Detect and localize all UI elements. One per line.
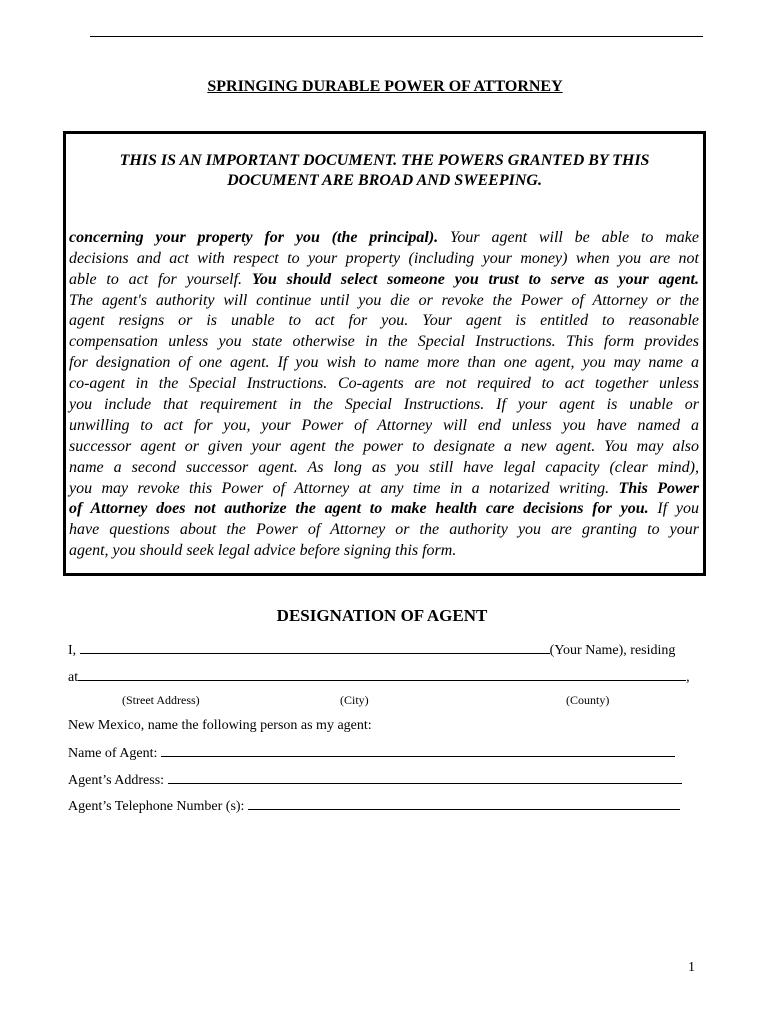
notice-line	[69, 374, 699, 395]
notice-heading-line-1: THIS IS AN IMPORTANT DOCUMENT. THE POWERS GRANTED BY THIS	[119, 152, 650, 169]
notice-text: The agent's authority will continue until you die or revoke the Power of Attorney or the	[69, 291, 699, 309]
top-rule	[90, 36, 703, 37]
notice-line	[69, 520, 699, 541]
your-name-field[interactable]	[80, 640, 550, 654]
county-label: (County)	[566, 693, 610, 707]
residence-suffix: ,	[686, 670, 690, 685]
notice-line	[69, 249, 699, 270]
notice-line	[69, 437, 699, 458]
agent-name-label: Name of Agent:	[68, 746, 161, 761]
notice-box	[63, 131, 706, 576]
notice-line	[69, 395, 699, 416]
agent-name-line	[68, 743, 675, 763]
notice-bold-text: of Attorney does not authorize the agent to make health care decisions for you.	[69, 500, 649, 518]
notice-heading	[66, 151, 703, 191]
notice-text: If you	[648, 500, 699, 518]
notice-bold-text: You should select someone you trust to serve as your agent.	[251, 270, 700, 288]
agent-name-field[interactable]	[161, 743, 675, 757]
notice-text: unwilling to act for you, your Power of Attorney will end unless you have named a	[69, 416, 699, 434]
agent-address-label: Agent’s Address:	[68, 773, 168, 788]
notice-text: you include that requirement in the Special Instructions. If your agent is unable or	[69, 396, 699, 414]
residence-prefix: at	[68, 670, 79, 685]
page-number: 1	[688, 960, 695, 975]
agent-phone-field[interactable]	[248, 796, 680, 810]
notice-line	[69, 332, 699, 353]
city-label: (City)	[340, 693, 369, 707]
street-address-field[interactable]	[78, 667, 280, 681]
designation-title: DESIGNATION OF AGENT	[276, 606, 488, 625]
document-title: SPRINGING DURABLE POWER OF ATTORNEY	[207, 78, 563, 95]
notice-line	[69, 311, 699, 332]
notice-bold-text: This Power	[618, 479, 699, 497]
agent-statement: New Mexico, name the following person as my agent:	[68, 718, 372, 733]
notice-line	[69, 228, 699, 249]
notice-line	[69, 499, 699, 520]
notice-text: for designation of one agent. If you wish to name more than one agent, you may name a	[69, 354, 699, 372]
notice-line	[69, 207, 699, 228]
your-name-prefix: I,	[68, 643, 80, 658]
agent-phone-label: Agent’s Telephone Number (s):	[68, 799, 248, 814]
notice-line	[69, 541, 699, 562]
notice-line	[69, 479, 699, 500]
notice-text: able to act for yourself.	[69, 270, 252, 288]
notice-text: agent resigns or is unable to act for you. Your agent is entitled to reasonable	[69, 312, 699, 330]
your-name-line	[68, 640, 675, 660]
your-name-suffix: (Your Name), residing	[549, 643, 676, 658]
notice-heading-line-2: DOCUMENT ARE BROAD AND SWEEPING.	[227, 172, 542, 189]
agent-address-line	[68, 770, 682, 790]
agent-address-field[interactable]	[168, 770, 682, 784]
notice-text: co-agent in the Special Instructions. Co-agents are not required to act together unless	[69, 375, 699, 393]
notice-text: have questions about the Power of Attorney or the authority you are granting to your	[69, 521, 699, 539]
notice-body	[69, 207, 699, 562]
city-county-field[interactable]	[280, 667, 686, 681]
notice-line	[69, 416, 699, 437]
notice-bold-text: concerning your property for you (the principal).	[69, 228, 439, 246]
agent-phone-line	[68, 796, 680, 816]
notice-text: Your agent will be able to make	[438, 228, 700, 246]
notice-text: you may revoke this Power of Attorney at any time in a notarized writing.	[69, 479, 619, 497]
notice-line	[69, 458, 699, 479]
notice-line	[69, 270, 699, 291]
notice-line	[69, 353, 699, 374]
notice-line	[69, 291, 699, 312]
notice-text: agent, you should seek legal advice before signing this form.	[69, 542, 457, 560]
notice-text: successor agent or given your agent the power to designate a new agent. You may also	[69, 437, 699, 455]
residence-line	[68, 667, 690, 687]
notice-text: decisions and act with respect to your property (including your money) when you are not	[69, 249, 699, 267]
notice-text: name a second successor agent. As long as you still have legal capacity (clear mind),	[69, 458, 699, 476]
street-address-label: (Street Address)	[122, 693, 200, 707]
notice-text: compensation unless you state otherwise in the Special Instructions. This form provides	[69, 333, 699, 351]
